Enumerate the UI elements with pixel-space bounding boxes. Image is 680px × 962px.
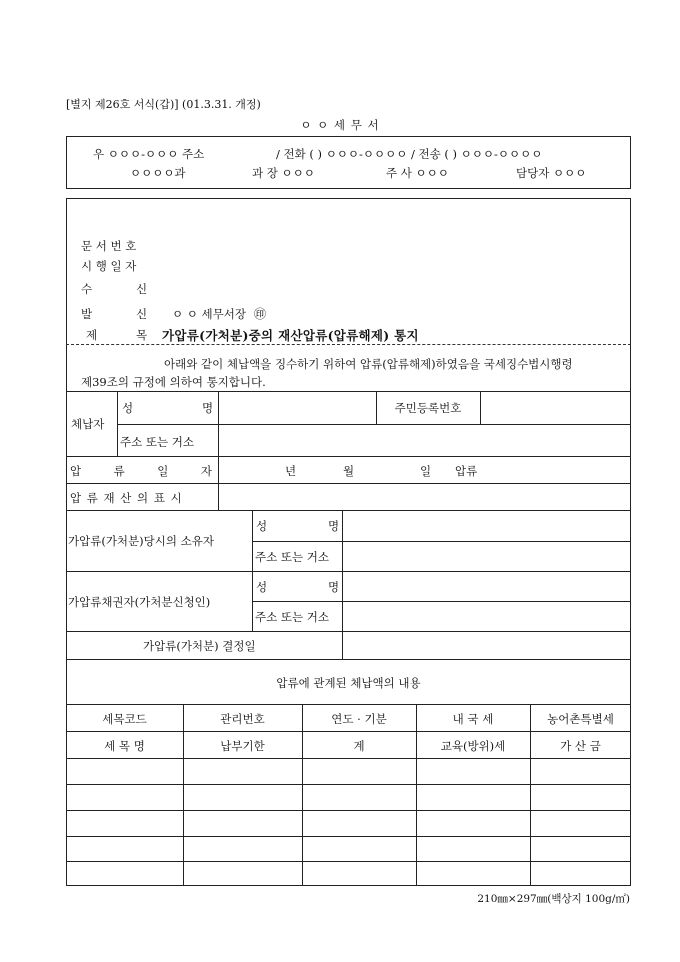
col-total: 계 xyxy=(353,739,365,753)
decision-date-label: 가압류(가처분) 결정일 xyxy=(143,639,256,653)
header-box xyxy=(66,136,631,189)
sender-name: ㅇ ㅇ 세무서장 xyxy=(172,307,246,321)
creditor-label: 가압류채권자(가처분신청인) xyxy=(68,595,211,609)
col-due-date: 납부기한 xyxy=(220,739,265,753)
col-management-no: 관리번호 xyxy=(220,712,265,726)
debtor-name-label-1: 성 xyxy=(122,401,134,415)
recipient-label-1: 수 xyxy=(81,282,93,296)
resident-number-label: 주민등록번호 xyxy=(394,401,462,415)
sender-label-2: 신 xyxy=(136,307,148,321)
arrears-title: 압류에 관계된 체납액의 내용 xyxy=(276,676,421,690)
owner-address-label: 주소 또는 거소 xyxy=(255,550,329,564)
debtor-label: 체납자 xyxy=(71,417,105,431)
seizure-day: 일 xyxy=(420,464,432,478)
col-rural-special-tax: 농어촌특별세 xyxy=(547,712,614,726)
sender-label-1: 발 xyxy=(81,307,93,321)
subject-title: 가압류(가처분)중의 재산압류(압류해제) 통지 xyxy=(162,328,419,343)
enforcement-date-label: 시 행 일 자 xyxy=(81,259,137,273)
debtor-address-label: 주소 또는 거소 xyxy=(120,435,194,449)
document-number-label: 문 서 번 호 xyxy=(81,239,137,253)
creditor-name-label-2: 명 xyxy=(328,580,340,594)
owner-name-label-1: 성 xyxy=(256,519,268,533)
seizure-word: 압류 xyxy=(455,464,478,478)
subject-label-2: 목 xyxy=(136,328,148,342)
intro-line-1: 아래와 같이 체납액을 징수하기 위하여 압류(압류해제)하였음을 국세징수법시행령 xyxy=(164,357,573,371)
phone-fax: / 전화 ( ) ㅇㅇㅇ-ㅇㅇㅇㅇ / 전송 ( ) ㅇㅇㅇ-ㅇㅇㅇㅇ xyxy=(276,147,543,161)
intro-line-2: 제39조의 규정에 의하여 통지합니다. xyxy=(81,375,266,389)
manager: 담당자 ㅇㅇㅇ xyxy=(516,166,587,180)
department: ㅇㅇㅇㅇ과 xyxy=(130,166,186,180)
section-chief: 과 장 ㅇㅇㅇ xyxy=(252,166,315,180)
col-tax-name: 세 목 명 xyxy=(104,739,145,753)
office-title: ㅇ ㅇ 세 무 서 xyxy=(300,118,380,132)
owner-label: 가압류(가처분)당시의 소유자 xyxy=(68,534,214,548)
subject-divider xyxy=(66,344,631,345)
recipient-label-2: 신 xyxy=(136,282,148,296)
seizure-date-label: 압 류 일 자 xyxy=(70,464,212,478)
seizure-month: 월 xyxy=(343,464,355,478)
owner-name-label-2: 명 xyxy=(328,519,340,533)
col-year-period: 연도 · 기분 xyxy=(331,712,387,726)
seized-property-label: 압 류 재 산 의 표 시 xyxy=(70,491,183,505)
debtor-name-label-2: 명 xyxy=(202,401,214,415)
form-reference: [별지 제26호 서식(갑)] (01.3.31. 개정) xyxy=(66,98,261,111)
postal-address: 우 ㅇㅇㅇ-ㅇㅇㅇ 주소 xyxy=(93,147,205,161)
col-education-tax: 교육(방위)세 xyxy=(440,739,506,753)
col-domestic-tax: 내 국 세 xyxy=(452,712,494,726)
seal-icon: ㊞ xyxy=(254,307,267,321)
col-tax-code: 세목코드 xyxy=(102,712,147,726)
creditor-address-label: 주소 또는 거소 xyxy=(255,610,329,624)
paper-spec: 210㎜×297㎜(백상지 100g/㎡) xyxy=(477,893,630,905)
seizure-year: 년 xyxy=(285,464,297,478)
creditor-name-label-1: 성 xyxy=(256,580,268,594)
officer: 주 사 ㅇㅇㅇ xyxy=(386,166,449,180)
subject-label-1: 제 xyxy=(86,328,98,342)
col-penalty: 가 산 금 xyxy=(560,739,601,753)
